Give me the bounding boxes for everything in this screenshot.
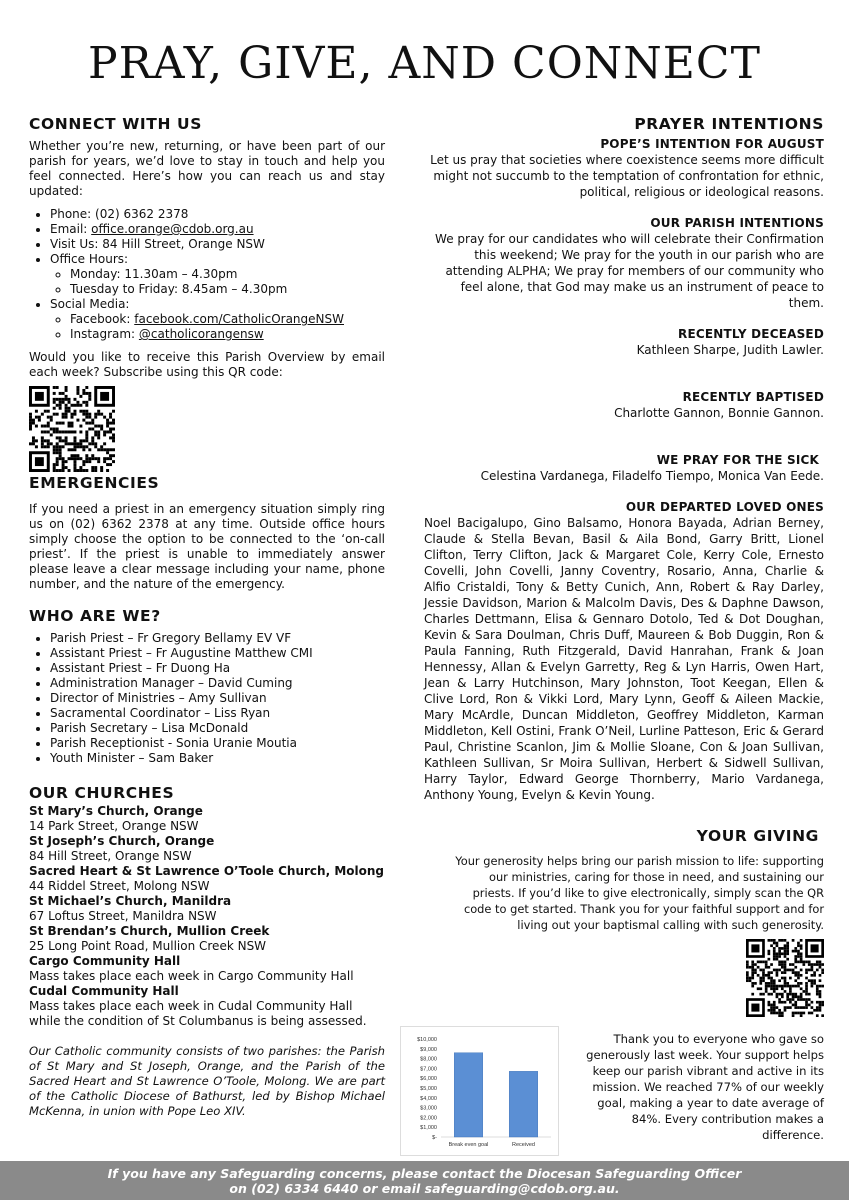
- safeguarding-footer: [0, 1161, 849, 1200]
- giving-text: Your generosity helps bring our parish mission to life: supporting our ministries, caring for those in need, and sustaining our priests. If you’d like to give electronically, simply scan the QR code to get started. Thank you for your faithful support and for living out your baptismal calling with such generosity.: [455, 854, 824, 932]
- hours-monday: ◦ Monday: 11.30am – 4.30pm: [70, 267, 385, 282]
- footer-line-2: on (02) 6334 6440 or email safeguarding@cdob.org.au.: [229, 1181, 620, 1196]
- staff-item: • Assistant Priest – Fr Duong Ha: [50, 661, 385, 676]
- left-column: [29, 115, 385, 1119]
- social-label: Social Media:: [50, 297, 130, 311]
- y-tick-label: $1,000: [420, 1125, 437, 1132]
- instagram-link[interactable]: @catholicorangensw: [138, 327, 264, 341]
- prayer-heading: PRAYER INTENTIONS: [634, 115, 824, 133]
- church-address: 14 Park Street, Orange NSW: [29, 819, 199, 833]
- sick-text: Celestina Vardanega, Filadelfo Tiempo, Monica Van Eede.: [480, 469, 824, 483]
- staff-item: • Parish Secretary – Lisa McDonald: [50, 721, 385, 736]
- staff-item: • Youth Minister – Sam Baker: [50, 751, 385, 766]
- connect-intro: Whether you’re new, returning, or have been part of our parish for years, we’d love to stay in touch and help you feel connected. Here’s how you can reach us and stay updated:: [29, 139, 385, 198]
- y-tick-label: $2,000: [420, 1115, 437, 1122]
- y-tick-label: $-: [432, 1135, 437, 1141]
- church-address: Mass takes place each week in Cargo Community Hall: [29, 969, 354, 983]
- parish-intentions-heading: OUR PARISH INTENTIONS: [650, 216, 824, 230]
- staff-item: • Sacramental Coordinator – Liss Ryan: [50, 706, 385, 721]
- facebook-link[interactable]: facebook.com/CatholicOrangeNSW: [134, 312, 344, 326]
- email-link[interactable]: office.orange@cdob.org.au: [91, 222, 254, 236]
- giving-qr-wrap: [424, 939, 824, 1020]
- y-tick-label: $7,000: [420, 1066, 437, 1073]
- subscribe-text: Would you like to receive this Parish Overview by email each week? Subscribe using this QR code:: [29, 350, 385, 379]
- hours-weekdays: ◦ Tuesday to Friday: 8.45am – 4.30pm: [70, 282, 385, 297]
- bar: [509, 1071, 538, 1137]
- connect-heading: CONNECT WITH US: [29, 115, 202, 133]
- church-address: 84 Hill Street, Orange NSW: [29, 849, 192, 863]
- y-tick-label: $4,000: [420, 1095, 437, 1102]
- bar: [454, 1053, 483, 1137]
- church-address: Mass takes place each week in Cudal Community Hall while the condition of St Columbanus is being assessed.: [29, 999, 367, 1028]
- x-tick-label: Received: [512, 1142, 535, 1148]
- y-tick-label: $10,000: [417, 1037, 437, 1043]
- churches-heading: OUR CHURCHES: [29, 784, 175, 802]
- page-title: PRAY, GIVE, AND CONNECT: [88, 38, 761, 89]
- staff-list: [29, 631, 385, 766]
- contact-list: [29, 207, 385, 342]
- emergencies-text: If you need a priest in an emergency situation simply ring us on (02) 6362 2378 at any time. Outside office hours simply choose the option to be connected to the ‘on-call priest’. If the priest is unable to immediately answer please leave a clear message including your name, phone number, and the nature of the emergency.: [29, 502, 385, 591]
- church-address: 44 Riddel Street, Molong NSW: [29, 879, 210, 893]
- baptised-text: Charlotte Gannon, Bonnie Gannon.: [614, 406, 824, 420]
- visit-item: • Visit Us: 84 Hill Street, Orange NSW: [50, 237, 385, 252]
- staff-item: • Administration Manager – David Cuming: [50, 676, 385, 691]
- y-tick-label: $3,000: [420, 1105, 437, 1112]
- church-name: Sacred Heart & St Lawrence O’Toole Church, Molong: [29, 864, 384, 878]
- instagram-item: [70, 327, 385, 342]
- instagram-label: Instagram:: [70, 327, 139, 341]
- facebook-item: [70, 312, 385, 327]
- church-name: Cudal Community Hall: [29, 984, 179, 998]
- office-hours-item: [50, 252, 385, 297]
- email-item: [50, 222, 385, 237]
- email-label: Email:: [50, 222, 92, 236]
- giving-thanks: Thank you to everyone who gave so generously last week. Your support helps keep our parish vibrant and active in its mission. We reached 77% of our weekly goal, making a year to date average of 84%. Every contribution makes a difference.: [586, 1032, 824, 1142]
- footer-line-1: If you have any Safeguarding concerns, please contact the Diocesan Safeguarding Officer: [107, 1166, 742, 1181]
- phone-item: • Phone: (02) 6362 2378: [50, 207, 385, 222]
- y-tick-label: $8,000: [420, 1056, 437, 1063]
- y-tick-label: $9,000: [420, 1046, 437, 1053]
- pope-intention-text: Let us pray that societies where coexistence seems more difficult might not succumb to the temptation of confrontation for ethnic, political, religious or ideological reasons.: [430, 153, 824, 199]
- deceased-heading: RECENTLY DECEASED: [678, 327, 824, 341]
- sick-heading: WE PRAY FOR THE SICK: [656, 453, 819, 467]
- right-column: [424, 115, 824, 1143]
- staff-item: • Parish Receptionist - Sonia Uranie Moutia: [50, 736, 385, 751]
- parish-intentions-text: We pray for our candidates who will celebrate their Confirmation this weekend; We pray for the youth in our parish who are attending ALPHA; We pray for members of our community who feel alone, that God may make us an instrument of peace to them.: [435, 232, 824, 310]
- church-name: St Michael’s Church, Manildra: [29, 894, 232, 908]
- emergencies-heading: EMERGENCIES: [29, 474, 160, 492]
- facebook-label: Facebook:: [70, 312, 135, 326]
- staff-item: • Director of Ministries – Amy Sullivan: [50, 691, 385, 706]
- subscribe-qr-code[interactable]: [29, 386, 115, 472]
- deceased-text: Kathleen Sharpe, Judith Lawler.: [636, 343, 824, 357]
- staff-item: • Assistant Priest – Fr Augustine Matthew CMI: [50, 646, 385, 661]
- pope-intention-heading: POPE’S INTENTION FOR AUGUST: [600, 137, 824, 151]
- x-tick-label: Break even goal: [448, 1142, 489, 1148]
- y-tick-label: $6,000: [420, 1076, 437, 1083]
- departed-heading: OUR DEPARTED LOVED ONES: [625, 500, 824, 514]
- church-name: Cargo Community Hall: [29, 954, 181, 968]
- staff-item: • Parish Priest – Fr Gregory Bellamy EV VF: [50, 631, 385, 646]
- church-address: 25 Long Point Road, Mullion Creek NSW: [29, 939, 267, 953]
- giving-chart: [400, 1026, 559, 1156]
- office-hours-label: Office Hours:: [50, 252, 129, 266]
- baptised-heading: RECENTLY BAPTISED: [682, 390, 824, 404]
- church-name: St Brendan’s Church, Mullion Creek: [29, 924, 270, 938]
- giving-qr-code[interactable]: [746, 939, 824, 1017]
- giving-bar-chart: [401, 1027, 558, 1155]
- community-about: Our Catholic community consists of two parishes: the Parish of St Mary and St Joseph, Orange, and the Parish of the Sacred Heart and St Lawrence O’Toole, Molong. We are part of the Catholic Diocese of Bathurst, led by Bishop Michael McKenna, in union with Pope Leo XIV.: [29, 1044, 385, 1118]
- church-address: 67 Loftus Street, Manildra NSW: [29, 909, 217, 923]
- social-item: [50, 297, 385, 342]
- who-heading: WHO ARE WE?: [29, 607, 161, 625]
- church-name: St Joseph’s Church, Orange: [29, 834, 215, 848]
- y-tick-label: $5,000: [420, 1086, 437, 1092]
- giving-heading: YOUR GIVING: [696, 827, 819, 845]
- departed-text: Noel Bacigalupo, Gino Balsamo, Honora Bayada, Adrian Berney, Claude & Stella Bevan, Basil & Aila Bond, Garry Britt, Lionel Clifton, Terry Clifton, Jack & Margaret Cole, Kerry Cole, Ernesto Covelli, John Covelli, Janny Coventry, Rosario, Anna, Charlie & Alfio Cristaldi, Tony & Betty Cunich, Ann, Robert & Ray Darley, Jessie Davidson, Marion & Malcolm Davis, Des & Daphne Dawson, Charles Dettmann, Elisa & Gennaro Dotolo, Ted & Dot Doughan, Kevin & Sara Doulman, Chris Duff, Maureen & Bob Duggin, Ron & Paula Fanning, Ruth Fitzgerald, David Hanrahan, Frank & Joan Hennessy, Allan & Evelyn Garretty, Reg & Lyn Harris, Owen Hart, Jean & Larry Hutchinson, Mary Johnston, Toot Keegan, Ellen & Clive Lord, Ron & Vikki Lord, Mary Lynn, Geoff & Aileen Mackie, Mary McArdle, Duncan Middleton, Geoffrey Middleton, Karman Middleton, Kell Ostini, Frank O’Neil, Lurline Patteson, Eric & Gerard Paul, Christine Scanlon, Jim & Mollie Sloane, Con & Joan Sullivan, Kathleen Sullivan, Sr Moira Sullivan, Herbert & Sidwell Sullivan, Harry Taylor, Edward George Thornberry, Mario Vardanega, Anthony Young, Evelyn & Kevin Young.: [424, 516, 824, 802]
- church-name: St Mary’s Church, Orange: [29, 804, 203, 818]
